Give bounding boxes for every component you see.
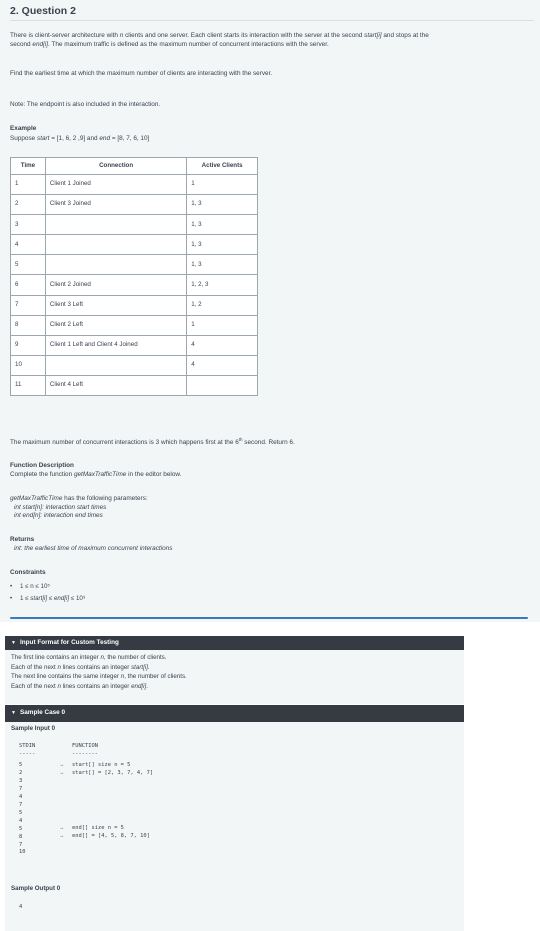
sample-input-heading: Sample Input 0 <box>11 725 56 732</box>
table-row <box>11 295 258 315</box>
sample-case-panel <box>5 722 464 931</box>
table-cell: Client 3 Left <box>45 295 186 315</box>
constraint-item: • 1 ≤ n ≤ 10⁵ <box>10 583 86 595</box>
arrow-icon: → <box>59 762 65 768</box>
table-row <box>11 195 258 215</box>
table-row <box>11 375 258 395</box>
input-format-line: Each of the next n lines contains an integer start[i]. <box>11 664 150 671</box>
table-row <box>11 175 258 195</box>
returns-line: int: the earliest time of maximum concurrent interactions <box>14 545 173 552</box>
table-cell: 2 <box>11 195 46 215</box>
table-cell: 7 <box>11 295 46 315</box>
table-header: Connection <box>45 158 186 175</box>
table-cell: 9 <box>11 335 46 355</box>
stdin-value: 5 <box>19 762 23 768</box>
table-row <box>11 355 258 375</box>
table-header: Active Clients <box>187 158 258 175</box>
stdin-value: 5 <box>19 825 23 832</box>
table-header-row <box>11 158 258 175</box>
function-rule: -------- <box>72 751 98 757</box>
input-format-panel <box>5 650 464 704</box>
table-cell: Client 2 Left <box>45 315 186 335</box>
function-line: end[] = [4, 5, 8, 7, 10] <box>72 833 150 839</box>
stdin-value: 4 <box>19 793 23 800</box>
table-row <box>11 315 258 335</box>
sample-case-header[interactable] <box>5 705 464 722</box>
table-cell <box>45 235 186 255</box>
sample-output-heading: Sample Output 0 <box>11 885 61 892</box>
table-row <box>11 235 258 255</box>
table-cell <box>45 215 186 235</box>
table-cell: 1, 3 <box>187 255 258 275</box>
stdin-label: STDIN <box>19 743 36 749</box>
table-header: Time <box>11 158 46 175</box>
param-end: int end[n]: interaction end times <box>14 512 103 519</box>
question-title: 2. Question 2 <box>10 5 76 17</box>
stdin-value: 4 <box>19 817 23 824</box>
table-cell: Client 1 Joined <box>45 175 186 195</box>
table-row <box>11 215 258 235</box>
input-format-line: Each of the next n lines contains an integer end[i]. <box>11 683 148 690</box>
stdin-value: 7 <box>19 841 23 848</box>
stdin-value: 10 <box>19 849 26 856</box>
intro-line-2: second end[i]. The maximum traffic is defined as the maximum number of concurrent interactions with the server. <box>10 41 329 48</box>
function-line: end[] size n = 5 <box>72 825 124 831</box>
collapse-triangle-icon: ▼ <box>11 639 16 646</box>
table-cell: 1 <box>187 175 258 195</box>
params-line: getMaxTrafficTime has the following parameters: <box>10 495 148 502</box>
table-row <box>11 255 258 275</box>
table-cell: 1, 2 <box>187 295 258 315</box>
stdin-value: 7 <box>19 785 23 792</box>
example-table <box>10 157 258 396</box>
input-format-title: Input Format for Custom Testing <box>19 638 119 646</box>
param-start: int start[n]: interaction start times <box>14 504 107 511</box>
table-cell <box>45 355 186 375</box>
stdin-value: 5 <box>19 809 23 816</box>
table-cell: 1 <box>187 315 258 335</box>
table-cell: 11 <box>11 375 46 395</box>
input-format-header[interactable] <box>5 636 464 650</box>
collapse-triangle-icon: ▼ <box>11 710 16 717</box>
table-cell: 8 <box>11 315 46 335</box>
sample-output-value: 4 <box>19 904 23 910</box>
stdin-value: 8 <box>19 833 23 840</box>
input-format-line: The first line contains an integer n, the number of clients. <box>11 654 167 661</box>
table-cell: 4 <box>187 355 258 375</box>
constraints-list <box>10 583 86 607</box>
table-cell: Client 4 Left <box>45 375 186 395</box>
intro-line-1: There is client-server architecture with n clients and one server. Each client starts its interaction with the server at the second start[i] and stops at the <box>10 32 429 39</box>
note-text: Note: The endpoint is also included in the interaction. <box>10 101 161 108</box>
arrow-icon: → <box>59 833 65 839</box>
title-divider <box>10 20 534 21</box>
section-divider <box>10 617 528 619</box>
table-cell: 1, 3 <box>187 235 258 255</box>
stdin-value: 2 <box>19 769 23 776</box>
stdin-rule: ----- <box>19 751 36 757</box>
table-cell: Client 2 Joined <box>45 275 186 295</box>
table-cell: 1, 3 <box>187 195 258 215</box>
table-cell: 4 <box>187 335 258 355</box>
table-cell: 1 <box>11 175 46 195</box>
table-cell <box>45 255 186 275</box>
arrow-icon: → <box>59 825 65 831</box>
function-description-line: Complete the function getMaxTrafficTime in the editor below. <box>10 471 182 478</box>
stdin-value: 3 <box>19 777 23 784</box>
table-cell <box>187 375 258 395</box>
table-cell: 1, 2, 3 <box>187 275 258 295</box>
task-text: Find the earliest time at which the maximum number of clients are interacting with the server. <box>10 70 273 77</box>
returns-heading: Returns <box>10 536 35 543</box>
table-cell: Client 1 Left and Client 4 Joined <box>45 335 186 355</box>
table-cell: Client 3 Joined <box>45 195 186 215</box>
function-label: FUNCTION <box>72 743 98 749</box>
table-cell: 10 <box>11 355 46 375</box>
table-cell: 3 <box>11 215 46 235</box>
stdin-value: 7 <box>19 801 23 808</box>
arrow-icon: → <box>59 770 65 776</box>
table-cell: 4 <box>11 235 46 255</box>
function-line: start[] = [2, 3, 7, 4, 7] <box>72 770 154 776</box>
constraints-heading: Constraints <box>10 569 46 576</box>
example-line: Suppose start = [1, 6, 2 ,9] and end = [8, 7, 6, 10] <box>10 135 150 142</box>
table-row <box>11 275 258 295</box>
function-description-heading: Function Description <box>10 462 74 469</box>
function-line: start[] size n = 5 <box>72 762 131 768</box>
table-row <box>11 335 258 355</box>
sample-case-title: Sample Case 0 <box>19 709 66 717</box>
table-cell: 1, 3 <box>187 215 258 235</box>
result-text: The maximum number of concurrent interactions is 3 which happens first at the 6th second. Return 6. <box>10 437 295 447</box>
constraint-item: • 1 ≤ start[i] ≤ end[i] ≤ 10⁹ <box>10 595 86 607</box>
example-heading: Example <box>10 125 37 132</box>
table-cell: 5 <box>11 255 46 275</box>
input-format-line: The next line contains the same integer n, the number of clients. <box>11 673 187 680</box>
table-cell: 6 <box>11 275 46 295</box>
